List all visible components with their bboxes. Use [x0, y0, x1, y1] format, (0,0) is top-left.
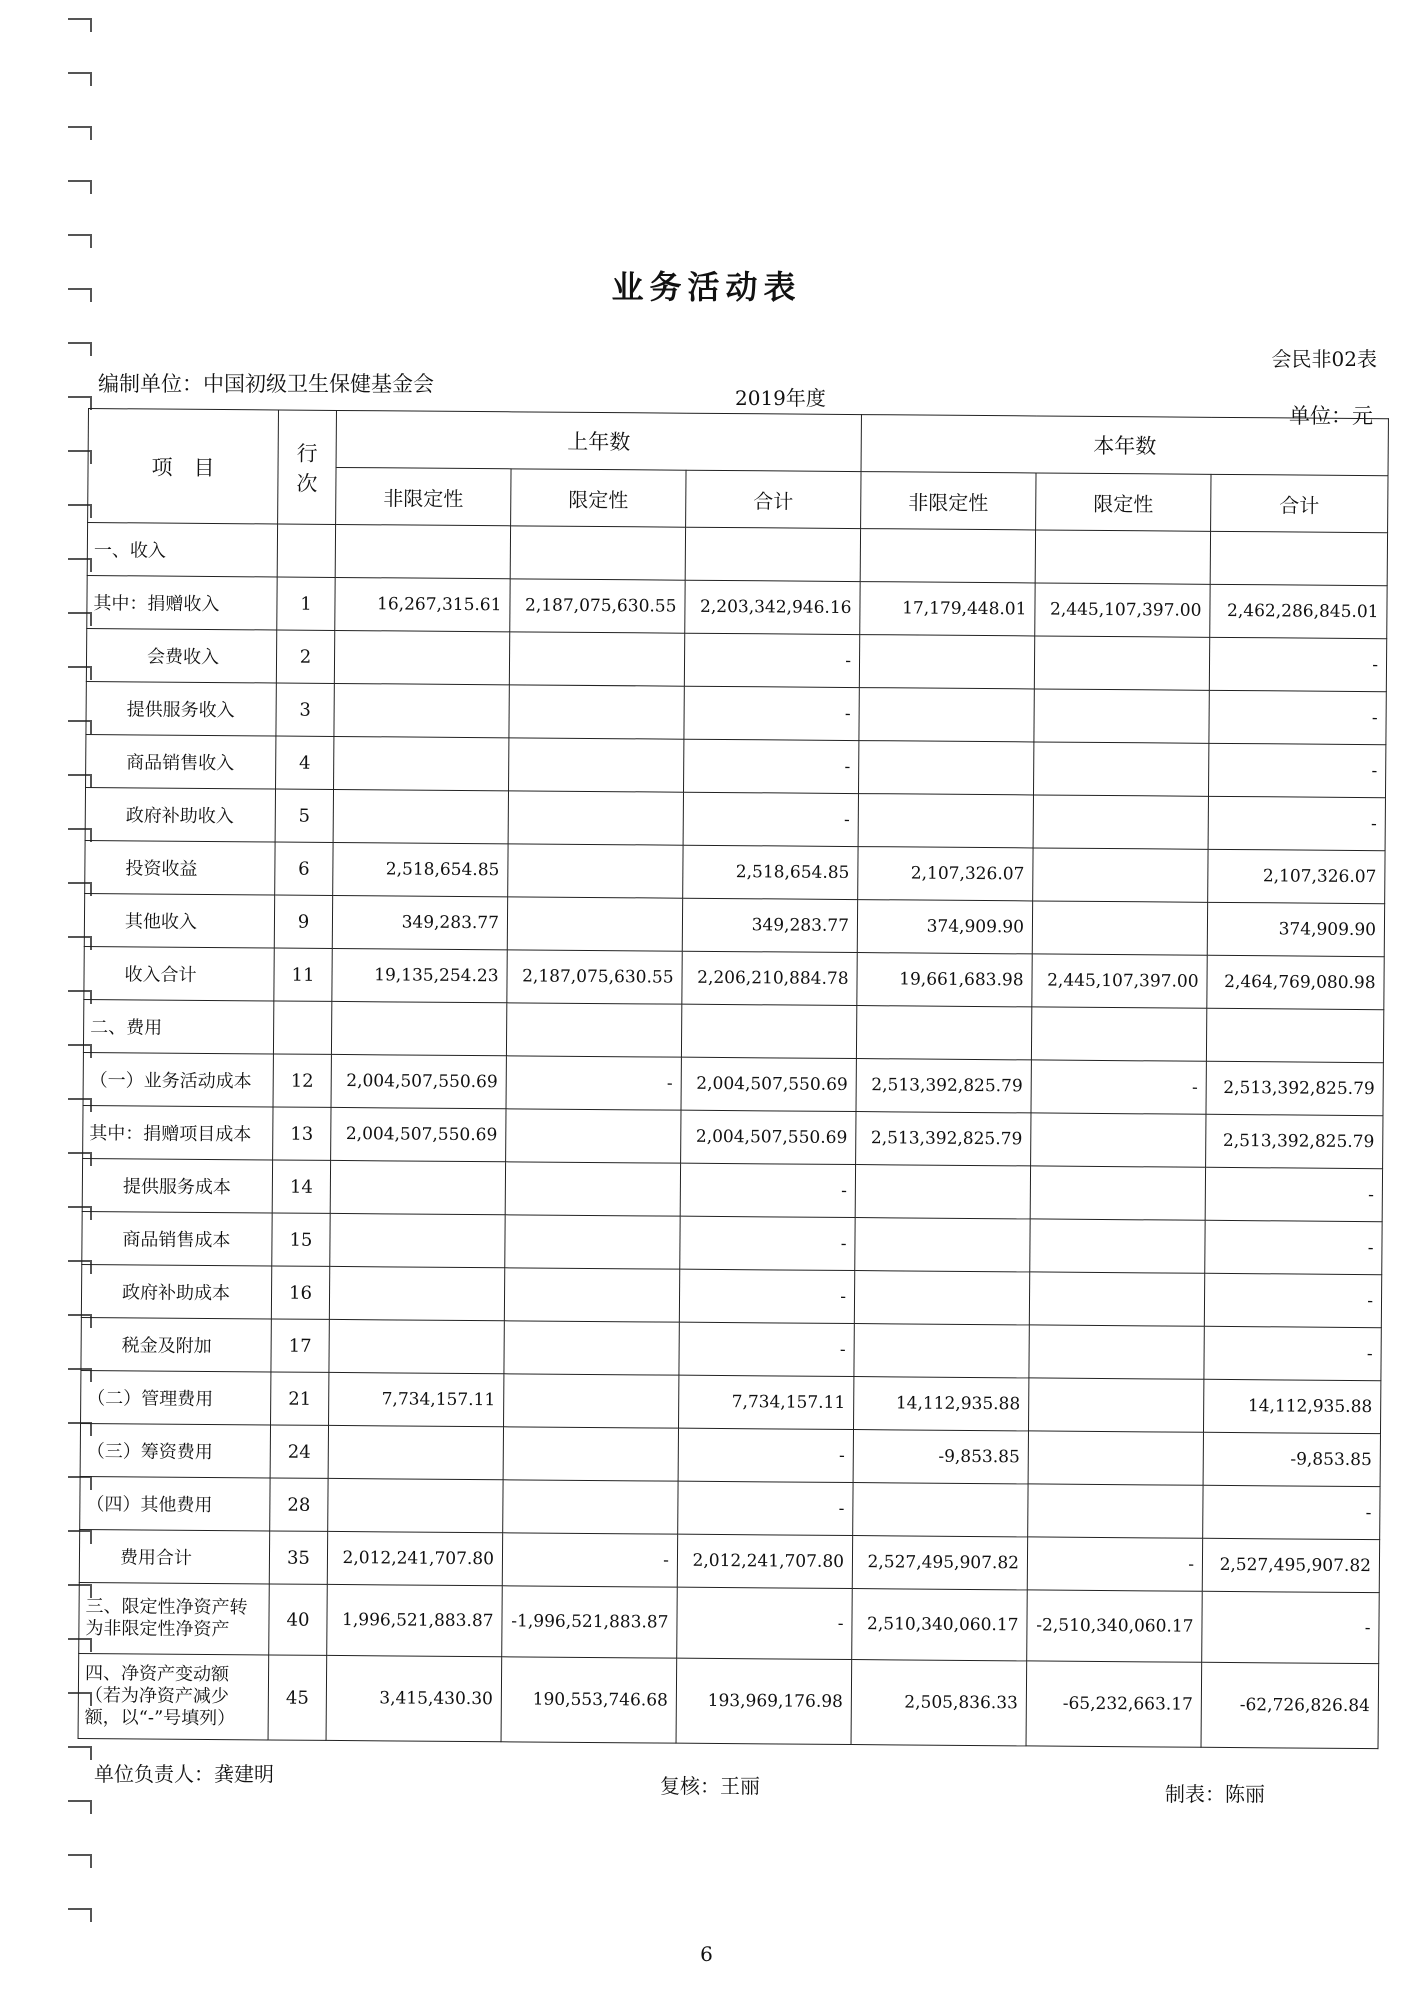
row-label: 四、净资产变动额（若为净资产减少额，以“-”号填列） — [78, 1653, 269, 1739]
cell-value — [685, 527, 860, 581]
header-curr-unrestricted: 非限定性 — [861, 472, 1036, 530]
row-label: 税金及附加 — [81, 1317, 271, 1371]
row-line: 21 — [271, 1372, 329, 1425]
cell-value: 193,969,176.98 — [676, 1658, 852, 1744]
cell-value: - — [677, 1587, 853, 1659]
cell-value: 349,283.77 — [682, 898, 857, 952]
row-line: 12 — [273, 1054, 331, 1107]
cell-value: 17,179,448.01 — [860, 582, 1035, 636]
cell-value: -1,996,521,883.87 — [502, 1586, 678, 1658]
cell-value: 2,464,769,080.98 — [1207, 955, 1384, 1009]
row-line: 16 — [271, 1266, 329, 1319]
cell-value: - — [684, 686, 859, 740]
table-row — [79, 1582, 1380, 1663]
row-line: 15 — [272, 1213, 330, 1266]
cell-value — [509, 632, 684, 686]
cell-value: 2,004,507,550.69 — [331, 1054, 506, 1108]
cell-value: 2,513,392,825.79 — [1206, 1114, 1383, 1168]
cell-value: 349,283.77 — [332, 895, 507, 949]
cell-value — [1030, 1219, 1205, 1273]
cell-value: - — [1209, 637, 1386, 691]
cell-value — [1029, 1325, 1204, 1379]
cell-value: - — [1031, 1060, 1206, 1114]
fiscal-year: 2019年度 — [735, 386, 826, 410]
row-line — [273, 1001, 331, 1054]
cell-value — [510, 526, 685, 580]
row-line: 9 — [274, 895, 332, 948]
row-label: 政府补助成本 — [81, 1264, 271, 1318]
cell-value — [1031, 1007, 1206, 1061]
cell-value: - — [1027, 1537, 1202, 1591]
cell-value — [1028, 1484, 1203, 1538]
cell-value: 2,004,507,550.69 — [331, 1107, 506, 1161]
header-prev-restricted: 限定性 — [511, 469, 686, 527]
header-prev-total: 合计 — [686, 470, 861, 528]
binding-mark — [68, 18, 92, 32]
cell-value: 2,107,326.07 — [1208, 849, 1385, 903]
cell-value — [329, 1266, 504, 1320]
cell-value: 7,734,157.11 — [679, 1375, 854, 1429]
cell-value: 2,527,495,907.82 — [1202, 1538, 1379, 1592]
cell-value: 2,510,340,060.17 — [852, 1589, 1028, 1661]
cell-value — [859, 635, 1034, 689]
cell-value — [1034, 742, 1209, 796]
cell-value: - — [684, 739, 859, 793]
cell-value — [509, 738, 684, 792]
cell-value: 2,462,286,845.01 — [1210, 584, 1387, 638]
cell-value — [855, 1218, 1030, 1272]
header-item: 项 目 — [88, 409, 279, 524]
cell-value — [860, 529, 1035, 583]
row-line: 40 — [269, 1584, 328, 1655]
cell-value — [855, 1165, 1030, 1219]
cell-value: - — [680, 1163, 855, 1217]
cell-value — [854, 1324, 1029, 1378]
row-label: 一、收入 — [87, 523, 277, 577]
row-line: 24 — [270, 1425, 328, 1478]
row-label: 投资收益 — [85, 840, 275, 894]
cell-value: 2,513,392,825.79 — [856, 1059, 1031, 1113]
cell-value: 2,107,326.07 — [858, 847, 1033, 901]
row-label: 其他收入 — [84, 893, 274, 947]
cell-value — [330, 1160, 505, 1214]
cell-value: - — [1203, 1485, 1380, 1539]
cell-value — [1028, 1431, 1203, 1485]
row-line: 6 — [275, 842, 333, 895]
cell-value — [508, 844, 683, 898]
row-line: 1 — [277, 577, 335, 630]
row-label: （四）其他费用 — [80, 1476, 270, 1530]
cell-value: 2,518,654.85 — [333, 842, 508, 896]
cell-value — [1206, 1008, 1383, 1062]
cell-value: - — [1202, 1591, 1380, 1663]
cell-value: - — [679, 1269, 854, 1323]
binding-mark — [68, 1854, 92, 1868]
cell-value: 2,203,342,946.16 — [685, 580, 860, 634]
cell-value: 2,187,075,630.55 — [507, 950, 682, 1004]
binding-mark — [68, 72, 92, 86]
cell-value: - — [678, 1481, 853, 1535]
cell-value — [334, 683, 509, 737]
cell-value: 374,909.90 — [1207, 902, 1384, 956]
document-title: 业务活动表 — [611, 268, 802, 306]
cell-value: 2,206,210,884.78 — [682, 951, 857, 1005]
cell-value — [328, 1425, 503, 1479]
cell-value — [1035, 530, 1210, 584]
cell-value — [1034, 636, 1209, 690]
business-activity-table — [78, 408, 1389, 1749]
header-prev-year: 上年数 — [336, 410, 861, 471]
row-label: 其中：捐赠项目成本 — [83, 1105, 273, 1159]
cell-value: 2,012,241,707.80 — [677, 1534, 852, 1588]
signature-preparer: 制表：陈丽 — [1165, 1782, 1265, 1806]
cell-value — [503, 1427, 678, 1481]
header-line: 行次 — [278, 410, 337, 524]
cell-value: 2,445,107,397.00 — [1035, 583, 1210, 637]
header-curr-total: 合计 — [1211, 474, 1388, 532]
cell-value: 14,112,935.88 — [854, 1377, 1029, 1431]
cell-value: -9,853.85 — [1203, 1432, 1380, 1486]
cell-value — [854, 1271, 1029, 1325]
cell-value — [859, 741, 1034, 795]
cell-value: - — [683, 792, 858, 846]
signature-review: 复核：王丽 — [660, 1774, 760, 1798]
binding-mark — [68, 1746, 92, 1760]
cell-value — [331, 1001, 506, 1055]
binding-mark — [68, 126, 92, 140]
cell-value — [681, 1004, 856, 1058]
cell-value: 2,445,107,397.00 — [1032, 954, 1207, 1008]
cell-value — [335, 524, 510, 578]
cell-value: -2,510,340,060.17 — [1027, 1590, 1203, 1662]
cell-value — [506, 1109, 681, 1163]
cell-value: 2,004,507,550.69 — [681, 1057, 856, 1111]
cell-value: -65,232,663.17 — [1026, 1661, 1202, 1747]
cell-value — [334, 736, 509, 790]
cell-value — [1032, 901, 1207, 955]
cell-value — [503, 1480, 678, 1534]
cell-value: 2,012,241,707.80 — [327, 1531, 502, 1585]
row-label: 费用合计 — [79, 1529, 269, 1583]
cell-value: 2,527,495,907.82 — [852, 1536, 1027, 1590]
cell-value — [856, 1006, 1031, 1060]
cell-value: 2,187,075,630.55 — [510, 579, 685, 633]
cell-value — [1034, 689, 1209, 743]
row-label: 政府补助收入 — [85, 787, 275, 841]
cell-value: 190,553,746.68 — [501, 1657, 677, 1743]
cell-value — [504, 1268, 679, 1322]
binding-mark — [68, 234, 92, 248]
row-line: 5 — [275, 789, 333, 842]
row-line: 2 — [276, 630, 334, 683]
row-label: 商品销售收入 — [86, 734, 276, 788]
row-line: 13 — [273, 1107, 331, 1160]
row-line — [277, 524, 335, 577]
cell-value — [328, 1478, 503, 1532]
preparing-organization: 编制单位：中国初级卫生保健基金会 — [98, 372, 434, 396]
cell-value — [1029, 1378, 1204, 1432]
row-label: 提供服务收入 — [86, 681, 276, 735]
cell-value: -62,726,826.84 — [1201, 1662, 1379, 1748]
cell-value — [504, 1321, 679, 1375]
row-label: （二）管理费用 — [81, 1370, 271, 1424]
signature-head: 单位负责人：龚建明 — [94, 1762, 274, 1786]
cell-value: 3,415,430.30 — [326, 1655, 502, 1741]
cell-value — [1033, 795, 1208, 849]
row-label: 商品销售成本 — [82, 1211, 272, 1265]
row-line: 11 — [274, 948, 332, 1001]
row-line: 28 — [270, 1478, 328, 1531]
cell-value: -9,853.85 — [853, 1430, 1028, 1484]
cell-value: - — [1209, 743, 1386, 797]
cell-value: - — [1204, 1273, 1381, 1327]
cell-value — [330, 1213, 505, 1267]
cell-value — [329, 1319, 504, 1373]
row-label: 三、限定性净资产转为非限定性净资产 — [79, 1582, 270, 1654]
row-line: 35 — [269, 1531, 327, 1584]
row-label: 二、费用 — [83, 999, 273, 1053]
cell-value: 19,661,683.98 — [857, 953, 1032, 1007]
cell-value: 2,505,836.33 — [851, 1660, 1027, 1746]
row-label: 收入合计 — [84, 946, 274, 1000]
header-prev-unrestricted: 非限定性 — [336, 467, 511, 525]
cell-value: - — [680, 1216, 855, 1270]
cell-value: - — [679, 1322, 854, 1376]
cell-value — [333, 789, 508, 843]
cell-value — [1031, 1113, 1206, 1167]
cell-value: - — [502, 1533, 677, 1587]
row-line: 45 — [268, 1655, 327, 1740]
cell-value — [504, 1374, 679, 1428]
cell-value: - — [684, 633, 859, 687]
form-code: 会民非02表 — [1271, 347, 1377, 371]
binding-mark — [68, 1800, 92, 1814]
cell-value: - — [678, 1428, 853, 1482]
cell-value — [505, 1215, 680, 1269]
cell-value: 2,513,392,825.79 — [856, 1112, 1031, 1166]
cell-value — [1030, 1166, 1205, 1220]
header-row-1 — [88, 409, 1388, 476]
row-line: 4 — [276, 736, 334, 789]
cell-value: 14,112,935.88 — [1204, 1379, 1381, 1433]
header-curr-restricted: 限定性 — [1036, 473, 1211, 531]
cell-value — [859, 688, 1034, 742]
cell-value: 374,909.90 — [857, 900, 1032, 954]
row-label: 会费收入 — [86, 628, 276, 682]
row-line: 14 — [272, 1160, 330, 1213]
cell-value — [508, 791, 683, 845]
cell-value: - — [1204, 1326, 1381, 1380]
cell-value — [509, 685, 684, 739]
cell-value — [1033, 848, 1208, 902]
cell-value — [505, 1162, 680, 1216]
cell-value: - — [1205, 1220, 1382, 1274]
cell-value: 16,267,315.61 — [335, 577, 510, 631]
cell-value — [334, 630, 509, 684]
cell-value: 2,513,392,825.79 — [1206, 1061, 1383, 1115]
cell-value — [858, 794, 1033, 848]
cell-value: - — [1209, 690, 1386, 744]
cell-value: - — [506, 1056, 681, 1110]
binding-mark — [68, 180, 92, 194]
cell-value — [1210, 531, 1387, 585]
page-number: 6 — [700, 1942, 713, 1966]
row-label: （三）筹资费用 — [80, 1423, 270, 1477]
cell-value — [507, 897, 682, 951]
table-row — [78, 1653, 1379, 1748]
row-label: （一）业务活动成本 — [83, 1052, 273, 1106]
header-curr-year: 本年数 — [861, 415, 1388, 476]
cell-value: 7,734,157.11 — [329, 1372, 504, 1426]
cell-value: 2,518,654.85 — [683, 845, 858, 899]
cell-value: - — [1208, 796, 1385, 850]
row-line: 17 — [271, 1319, 329, 1372]
binding-mark — [68, 342, 92, 356]
currency-unit: 单位：元 — [1289, 404, 1373, 428]
row-label: 提供服务成本 — [82, 1158, 272, 1212]
row-label: 其中：捐赠收入 — [87, 575, 277, 629]
cell-value: - — [1205, 1167, 1382, 1221]
cell-value — [1029, 1272, 1204, 1326]
cell-value — [853, 1483, 1028, 1537]
cell-value: 2,004,507,550.69 — [681, 1110, 856, 1164]
cell-value — [506, 1003, 681, 1057]
cell-value: 1,996,521,883.87 — [327, 1584, 503, 1656]
row-line: 3 — [276, 683, 334, 736]
cell-value: 19,135,254.23 — [332, 948, 507, 1002]
binding-mark — [68, 1908, 92, 1922]
